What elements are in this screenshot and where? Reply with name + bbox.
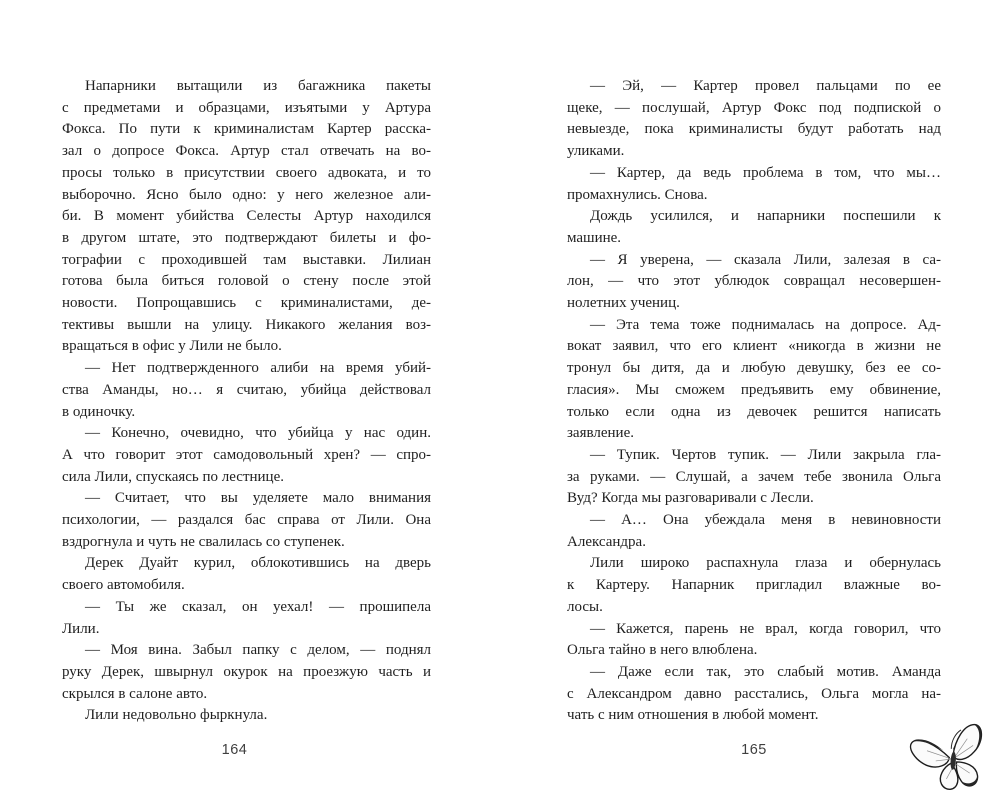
text-line: просы только в присутствии своего адвоката, и то — [62, 164, 431, 181]
text-line: Напарники вытащили из багажника пакеты — [85, 78, 431, 94]
text-line: психологии, — раздался бас справа от Лили. Она — [62, 512, 431, 529]
text-line: тографии с проходившей там выставки. Лилиан — [62, 251, 431, 268]
butterfly-icon — [909, 722, 995, 798]
text-line: — Конечно, очевидно, что убийца у нас один. — [85, 425, 431, 442]
text-line: гласия». Мы сможем предъявить ему обвинение, — [567, 381, 941, 398]
text-line: би. В момент убийства Селесты Артур находился — [62, 208, 431, 225]
text-line: — Кажется, парень не врал, когда говорил, что — [590, 620, 941, 637]
text-line: уликами. — [567, 143, 625, 160]
text-line: — А… Она убеждала меня в невиновности — [590, 512, 941, 529]
text-line: новости. Попрощавшись с криминалистами, де- — [62, 295, 431, 312]
text-line: Лили широко распахнула глаза и обернулась — [590, 555, 941, 572]
text-line: вокат заявил, что его клиент «никогда в жизни не — [567, 338, 941, 355]
text-line: вращаться в офис у Лили не было. — [62, 338, 282, 355]
text-line: щеке, — послушай, Артур Фокс под подпиской о — [567, 99, 941, 116]
text-line: — Я уверена, — сказала Лили, залезая в са- — [590, 251, 941, 268]
text-line: с Александром давно расстались, Ольга могла на- — [567, 685, 941, 702]
text-line: Лили. — [62, 620, 100, 637]
text-line: тективы вышли на улицу. Никакого желания воз- — [62, 316, 431, 333]
left-page-number: 164 — [221, 742, 248, 758]
text-line: Лили недовольно фыркнула. — [85, 707, 268, 724]
text-line: ства Аманды, но… я считаю, убийца действовал — [62, 381, 431, 398]
text-line: — Картер, да ведь проблема в том, что мы… — [590, 164, 941, 181]
text-line: готова была биться головой о стену после этой — [62, 273, 431, 290]
text-line: в одиночку. — [62, 403, 136, 420]
text-line: промахнулись. Снова. — [567, 186, 708, 203]
text-line: руку Дерек, швырнул окурок на проезжую часть и — [62, 663, 431, 680]
text-line: — Эта тема тоже поднималась на допросе. Ад- — [590, 316, 941, 333]
text-line: нолетних учениц. — [567, 295, 680, 312]
text-line: за руками. — Слушай, а зачем тебе звонила Ольга — [567, 468, 941, 485]
text-line: А что говорит этот самодовольный хрен? — спро- — [62, 446, 431, 463]
text-line: чать с ним отношения в любой момент. — [567, 707, 819, 724]
text-line: невыезде, пока криминалисты будут работать над — [567, 121, 941, 138]
text-line: сила Лили, спускаясь по лестнице. — [62, 468, 284, 485]
text-line: только если одна из девочек решится написать — [567, 403, 941, 420]
text-line: Александра. — [567, 533, 646, 550]
text-line: — Считает, что вы уделяете мало внимания — [85, 490, 431, 507]
text-line: — Тупик. Чертов тупик. — Лили закрыла гла- — [590, 446, 941, 463]
text-line: — Даже если так, это слабый мотив. Аманда — [590, 663, 941, 680]
text-line: Ольга тайно в него влюблена. — [567, 642, 758, 659]
text-line: выборочно. Ясно было одно: у него железное али- — [62, 186, 431, 203]
text-line: скрылся в салоне авто. — [62, 685, 208, 702]
text-line: — Эй, — Картер провел пальцами по ее — [590, 78, 941, 94]
text-line: с предметами и образцами, изъятыми у Артура — [62, 99, 431, 116]
left-page-text — [62, 76, 431, 727]
text-line: Дождь усилился, и напарники поспешили к — [590, 208, 941, 225]
text-line: Фокса. По пути к криминалистам Картер расска- — [62, 121, 431, 138]
text-line: лон, — что этот ублюдок совращал несовершен- — [567, 273, 941, 290]
text-line: заявление. — [567, 425, 634, 442]
text-line: тронул бы дитя, да и любую девушку, без ее со- — [567, 360, 941, 377]
text-line: — Ты же сказал, он уехал! — прошипела — [85, 598, 431, 615]
text-line: в другом штате, это подтверждают билеты и фо- — [62, 229, 431, 246]
right-page-number: 165 — [741, 742, 767, 758]
text-line: к Картеру. Напарник пригладил влажные во- — [567, 577, 941, 594]
text-line: лосы. — [567, 598, 603, 615]
text-line: своего автомобиля. — [62, 577, 185, 594]
text-line: машине. — [567, 229, 622, 246]
right-page-text — [567, 76, 941, 727]
text-line: — Нет подтвержденного алиби на время убий- — [85, 360, 431, 377]
text-line: зал о допросе Фокса. Артур стал отвечать на во- — [62, 143, 431, 160]
text-line: Вуд? Когда мы разговаривали с Лесли. — [567, 490, 814, 507]
text-line: — Моя вина. Забыл папку с делом, — поднял — [85, 642, 431, 659]
text-line: Дерек Дуайт курил, облокотившись на дверь — [85, 555, 431, 572]
text-line: вздрогнула и чуть не свалилась со ступенек. — [62, 533, 345, 550]
